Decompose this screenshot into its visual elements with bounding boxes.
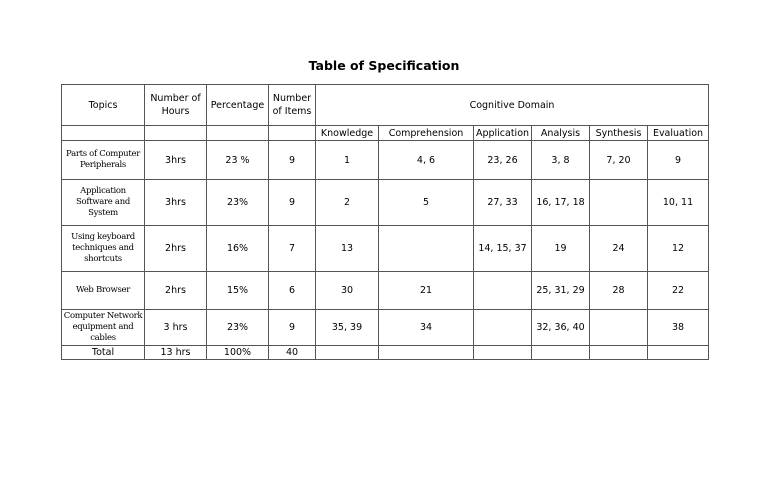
synthesis-cell [590, 310, 648, 346]
table-row [62, 141, 709, 180]
knowledge-cell: 35, 39 [316, 310, 379, 346]
total-items: 40 [269, 346, 316, 360]
evaluation-cell: 12 [648, 226, 709, 272]
header-evaluation: Evaluation [648, 126, 709, 141]
subheader-row [62, 126, 709, 141]
table-row [62, 180, 709, 226]
page-title: Table of Specification [308, 58, 460, 73]
comprehension-cell: 5 [379, 180, 474, 226]
hours-cell: 3 hrs [145, 310, 207, 346]
items-cell: 9 [269, 310, 316, 346]
specification-table [61, 84, 709, 360]
topic-cell: Parts of Computer Peripherals [62, 141, 145, 180]
total-row [62, 346, 709, 360]
synthesis-cell: 7, 20 [590, 141, 648, 180]
analysis-cell: 25, 31, 29 [532, 272, 590, 310]
table-row [62, 310, 709, 346]
topic-cell: Web Browser [62, 272, 145, 310]
synthesis-cell [590, 180, 648, 226]
evaluation-cell: 38 [648, 310, 709, 346]
header-synthesis: Synthesis [590, 126, 648, 141]
percentage-cell: 23% [207, 180, 269, 226]
evaluation-cell: 10, 11 [648, 180, 709, 226]
percentage-cell: 16% [207, 226, 269, 272]
knowledge-cell: 13 [316, 226, 379, 272]
hours-cell: 2hrs [145, 272, 207, 310]
evaluation-cell: 22 [648, 272, 709, 310]
percentage-cell: 23% [207, 310, 269, 346]
application-cell: 27, 33 [474, 180, 532, 226]
items-cell: 6 [269, 272, 316, 310]
topic-cell: Using keyboard techniques and shortcuts [62, 226, 145, 272]
items-cell: 9 [269, 180, 316, 226]
header-topics: Topics [62, 85, 145, 126]
header-knowledge: Knowledge [316, 126, 379, 141]
comprehension-cell [379, 226, 474, 272]
comprehension-cell: 34 [379, 310, 474, 346]
application-cell [474, 310, 532, 346]
hours-cell: 2hrs [145, 226, 207, 272]
total-percentage: 100% [207, 346, 269, 360]
analysis-cell: 16, 17, 18 [532, 180, 590, 226]
header-row [62, 85, 709, 126]
synthesis-cell: 28 [590, 272, 648, 310]
application-cell [474, 272, 532, 310]
application-cell: 14, 15, 37 [474, 226, 532, 272]
knowledge-cell: 2 [316, 180, 379, 226]
total-label: Total [62, 346, 145, 360]
table-row [62, 226, 709, 272]
topic-cell: Application Software and System [62, 180, 145, 226]
items-cell: 7 [269, 226, 316, 272]
comprehension-cell: 4, 6 [379, 141, 474, 180]
comprehension-cell: 21 [379, 272, 474, 310]
items-cell: 9 [269, 141, 316, 180]
analysis-cell: 32, 36, 40 [532, 310, 590, 346]
header-cognitive-domain: Cognitive Domain [316, 85, 709, 126]
analysis-cell: 3, 8 [532, 141, 590, 180]
header-hours: Number of Hours [145, 85, 207, 126]
header-analysis: Analysis [532, 126, 590, 141]
header-comprehension: Comprehension [379, 126, 474, 141]
hours-cell: 3hrs [145, 180, 207, 226]
synthesis-cell: 24 [590, 226, 648, 272]
table-row [62, 272, 709, 310]
evaluation-cell: 9 [648, 141, 709, 180]
header-application: Application [474, 126, 532, 141]
knowledge-cell: 30 [316, 272, 379, 310]
application-cell: 23, 26 [474, 141, 532, 180]
header-percentage: Percentage [207, 85, 269, 126]
analysis-cell: 19 [532, 226, 590, 272]
knowledge-cell: 1 [316, 141, 379, 180]
percentage-cell: 15% [207, 272, 269, 310]
topic-cell: Computer Network equipment and cables [62, 310, 145, 346]
hours-cell: 3hrs [145, 141, 207, 180]
percentage-cell: 23 % [207, 141, 269, 180]
header-items: Number of Items [269, 85, 316, 126]
total-hours: 13 hrs [145, 346, 207, 360]
